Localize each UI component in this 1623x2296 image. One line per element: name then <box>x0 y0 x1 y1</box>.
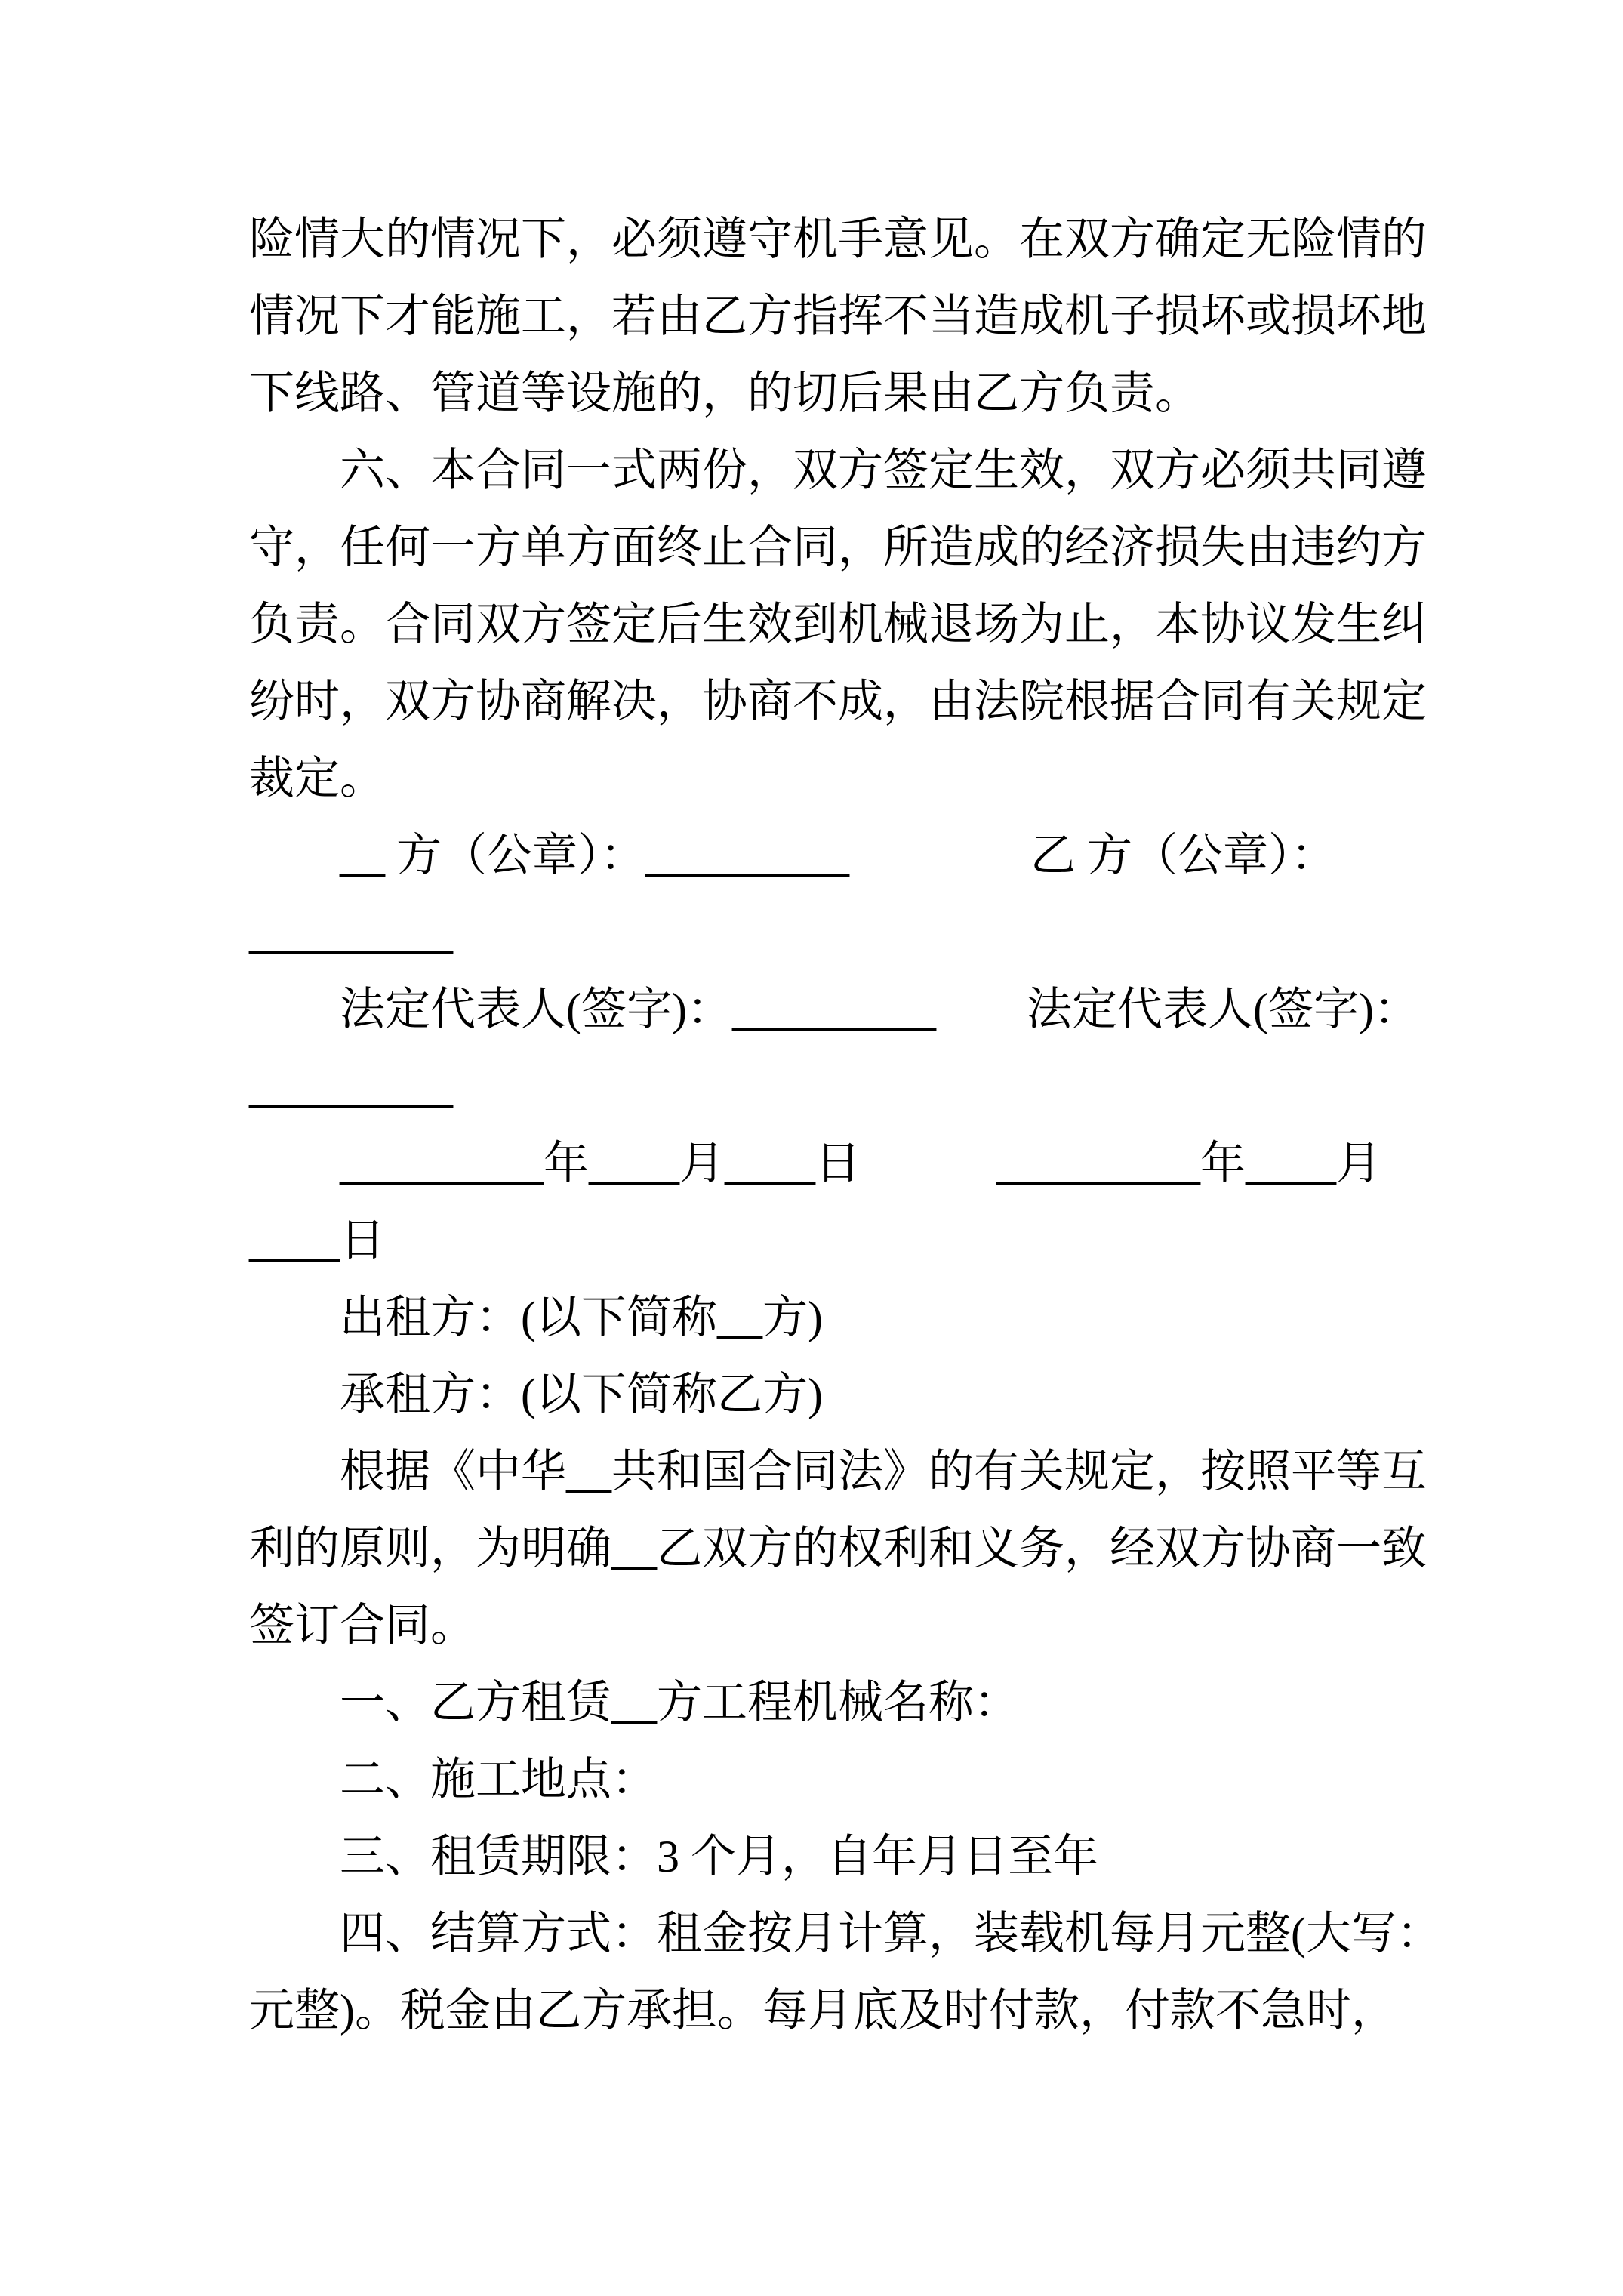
signature-row-representative: 法定代表人(签字)：_________ 法定代表人(签字)： <box>249 985 1419 1034</box>
text-line-3: 下线路、管道等设施的，的切后果由乙方负责。 <box>249 368 1200 418</box>
clause-3-lease-term: 三、租赁期限：3 个月，自年月日至年 <box>249 1832 1098 1881</box>
date-row-year-month-day: _________年____月____日 _________年____月 <box>249 1139 1381 1188</box>
lessor-line: 出租方：(以下简称__方) <box>249 1293 823 1342</box>
text-line-8: 裁定。 <box>249 754 385 803</box>
signature-blank-line-2: _________ <box>249 1062 453 1111</box>
clause-1-machinery-name: 一、乙方租赁__方工程机械名称： <box>249 1678 1019 1727</box>
text-line-4: 六、本合同一式两份，双方签定生效，双方必须共同遵 <box>249 445 1427 495</box>
text-line-19: 签订合同。 <box>249 1601 476 1650</box>
date-row-day-continuation: ____日 <box>249 1216 385 1265</box>
text-line-6: 负责。合同双方签定后生效到机械退场为止，本协议发生纠 <box>249 599 1427 649</box>
signature-blank-line-1: _________ <box>249 908 453 957</box>
text-line-1: 险情大的情况下，必须遵守机手意见。在双方确定无险情的 <box>249 214 1427 264</box>
signature-row-party-seal: __ 方（公章）：_________ 乙 方（公章）： <box>249 831 1336 880</box>
text-line-18: 利的原则，为明确__乙双方的权利和义务，经双方协商一致 <box>249 1524 1427 1573</box>
text-line-5: 守，任何一方单方面终止合同，所造成的经济损失由违约方 <box>249 522 1427 572</box>
text-line-2: 情况下才能施工，若由乙方指挥不当造成机子损坏或损坏地 <box>249 291 1427 341</box>
clause-2-work-site: 二、施工地点： <box>249 1755 657 1804</box>
text-line-17: 根据《中华__共和国合同法》的有关规定，按照平等互 <box>249 1447 1427 1496</box>
text-line-7: 纷时，双方协商解决，协商不成，由法院根据合同有关规定 <box>249 676 1427 726</box>
lessee-line: 承租方：(以下简称乙方) <box>249 1370 823 1419</box>
clause-4-settlement: 四、结算方式：租金按月计算，装载机每月元整(大写： <box>249 1909 1442 1959</box>
text-line-24: 元整)。税金由乙方承担。每月底及时付款，付款不急时， <box>249 1986 1397 2036</box>
